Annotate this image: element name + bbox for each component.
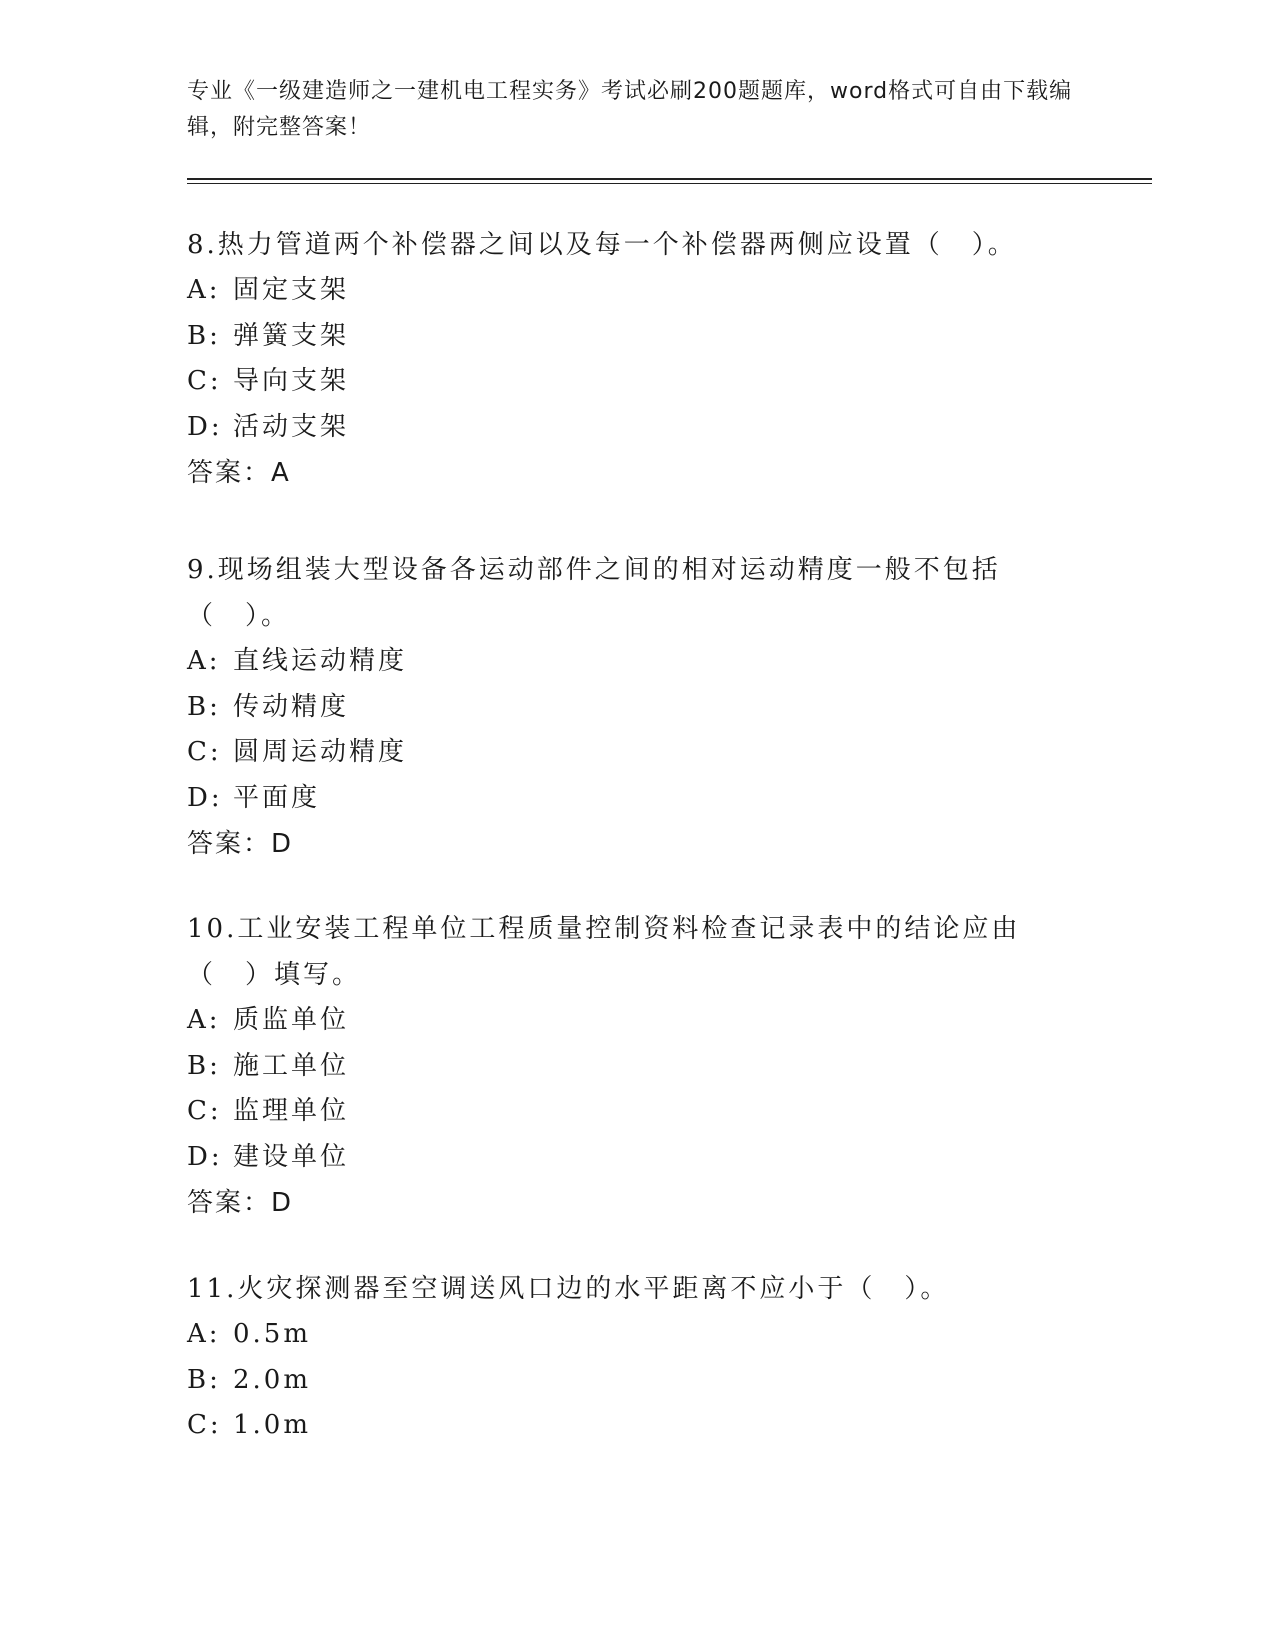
option-b xyxy=(187,685,1067,731)
option-key: B: xyxy=(187,691,221,722)
option-c xyxy=(187,730,1067,776)
option-text: 导向支架 xyxy=(233,366,350,396)
option-key: A: xyxy=(187,275,221,305)
option-text: 直线运动精度 xyxy=(233,646,408,676)
question-8 xyxy=(187,222,1067,496)
question-stem: 10.工业安装工程单位工程质量控制资料检查记录表中的结论应由（ ）填写。 xyxy=(187,914,1021,990)
option-key: C: xyxy=(187,1410,222,1440)
question-10 xyxy=(187,906,1067,1226)
question-11 xyxy=(187,1266,1067,1449)
option-b xyxy=(187,1358,1067,1404)
option-key: B: xyxy=(187,1364,221,1395)
option-key: C: xyxy=(187,366,222,396)
option-c xyxy=(187,1403,1067,1449)
header-divider-thin xyxy=(187,183,1152,184)
option-d xyxy=(187,1135,1067,1181)
option-text: 建设单位 xyxy=(233,1141,350,1172)
option-a xyxy=(187,1312,1067,1358)
option-c xyxy=(187,1089,1067,1135)
option-text: 施工单位 xyxy=(233,1050,350,1081)
header-divider-thick xyxy=(187,178,1152,180)
option-key: A: xyxy=(187,1319,221,1349)
option-text: 弹簧支架 xyxy=(233,320,350,351)
option-a xyxy=(187,998,1067,1044)
option-text: 活动支架 xyxy=(233,411,350,442)
option-a xyxy=(187,268,1067,314)
option-text: 圆周运动精度 xyxy=(233,737,408,767)
option-key: D: xyxy=(187,1141,223,1172)
option-key: B: xyxy=(187,1050,221,1081)
question-stem: 8.热力管道两个补偿器之间以及每一个补偿器两侧应设置（ ）。 xyxy=(187,230,1017,260)
option-text: 固定支架 xyxy=(233,275,350,305)
option-key: B: xyxy=(187,320,221,351)
option-b xyxy=(187,314,1067,360)
option-text: 2.0m xyxy=(233,1364,312,1395)
option-key: C: xyxy=(187,1096,222,1126)
answer-line: 答案：D xyxy=(187,829,294,859)
option-text: 质监单位 xyxy=(233,1005,350,1035)
option-key: D: xyxy=(187,411,223,442)
option-text: 1.0m xyxy=(233,1410,312,1440)
question-stem: 9.现场组装大型设备各运动部件之间的相对运动精度一般不包括（ ）。 xyxy=(187,555,1001,631)
option-key: D: xyxy=(187,782,223,813)
option-d xyxy=(187,405,1067,451)
option-d xyxy=(187,776,1067,822)
option-key: C: xyxy=(187,737,222,767)
option-b xyxy=(187,1044,1067,1090)
option-text: 0.5m xyxy=(233,1319,312,1349)
option-a xyxy=(187,639,1067,685)
option-key: A: xyxy=(187,1005,221,1035)
document-header: 专业《一级建造师之一建机电工程实务》考试必刷200题题库，word格式可自由下载编辑，附完整答案！ xyxy=(187,79,1073,140)
answer-line: 答案：A xyxy=(187,458,291,488)
option-text: 传动精度 xyxy=(233,691,350,722)
question-stem: 11.火灾探测器至空调送风口边的水平距离不应小于（ ）。 xyxy=(187,1274,950,1304)
option-text: 监理单位 xyxy=(233,1096,350,1126)
answer-line: 答案：D xyxy=(187,1188,294,1218)
option-text: 平面度 xyxy=(233,782,321,813)
option-key: A: xyxy=(187,646,221,676)
option-c xyxy=(187,359,1067,405)
question-9 xyxy=(187,547,1067,867)
